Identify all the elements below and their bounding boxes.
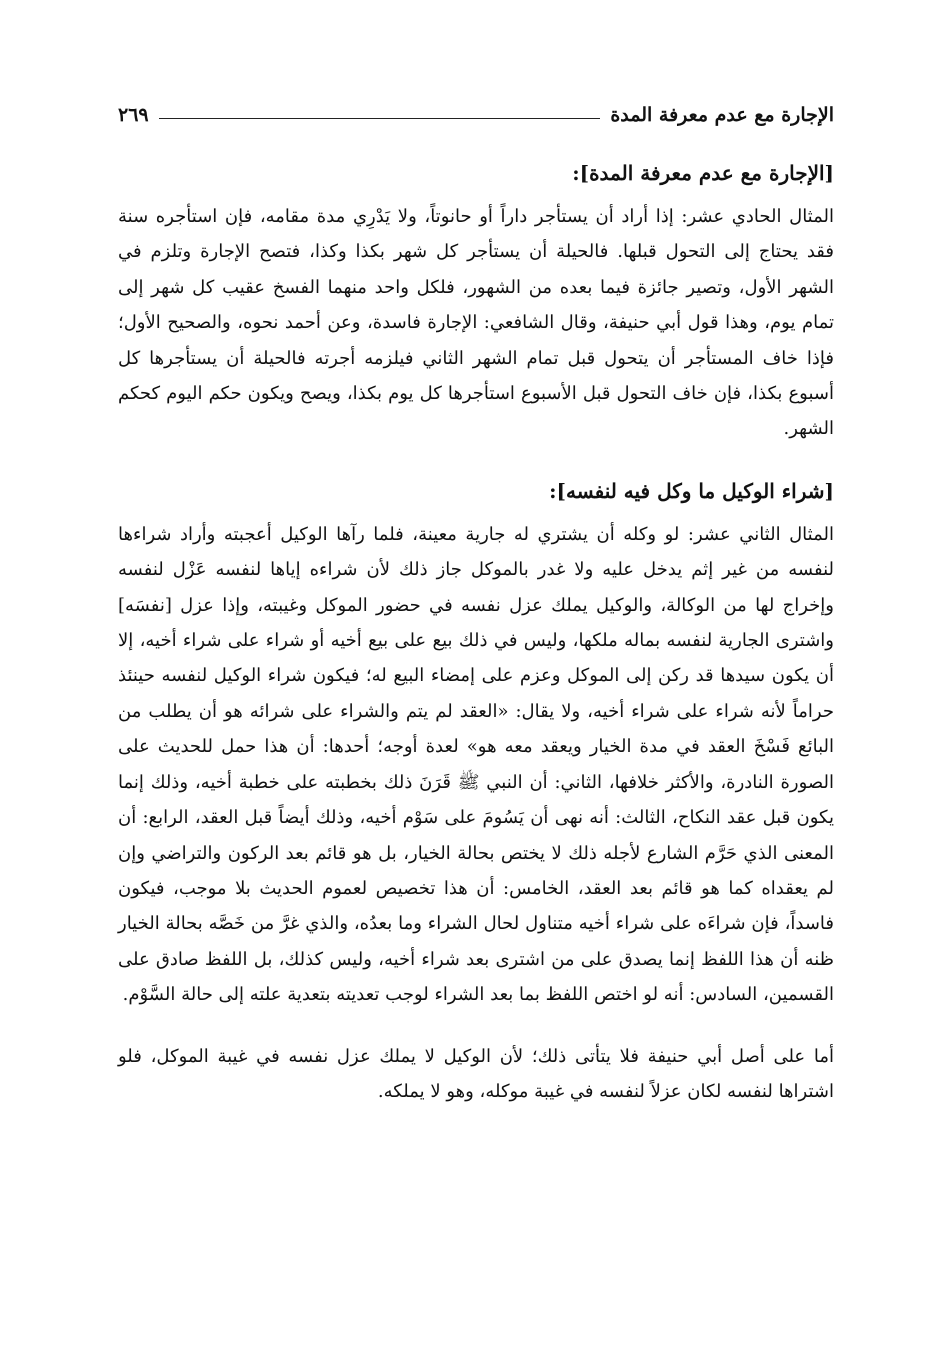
- paragraph-example-twelve: المثال الثاني عشر: لو وكله أن يشتري له جارية معينة، فلما رآها الوكيل أعجبته وأراد شراءها لنفسه من غير إثم يدخل عليه ولا غدر بالموكل جاز ذلك لأن شراءه إياها لنفسه عَزْل لنفسه وإخراج لها من الوكالة، والوكيل يملك عزل نفسه في حضور الموكل وغيبته، وإذا عزل [نفسَه] واشترى الجارية لنفسه بماله ملكها، وليس في ذلك بيع على بيع أخيه أو شراء على شراء أخيه، إلا أن يكون سيدها قد ركن إلى الموكل وعزم على إمضاء البيع له؛ فيكون شراء الوكيل لنفسه حينئذ حراماً لأنه شراء على شراء أخيه، ولا يقال: «العقد لم يتم والشراء على شرائه هو أن يطلب من البائع فَسْخَ العقد في مدة الخيار ويعقد معه هو» لعدة أوجه؛ أحدها: أن هذا حمل للحديث على الصورة النادرة، والأكثر خلافها، الثاني: أن النبي ﷺ قَرَنَ ذلك بخطبته على خطبة أخيه، وذلك إنما يكون قبل عقد النكاح، الثالث: أنه نهى أن يَسُومَ على سَوْم أخيه، وذلك أيضاً قبل العقد، الرابع: أن المعنى الذي حَرَّم الشارع لأجله ذلك لا يختص بحالة الخيار، بل هو قائم بعد الركون والتراضي وإن لم يعقداه كما هو قائم بعد العقد، الخامس: أن هذا تخصيص لعموم الحديث بلا موجب، فيكون فاسداً، فإن شراءَه على شراء أخيه متناول لحال الشراء وما بعدُه، والذي غرَّ من خَصَّه بحالة الخيار ظنه أن هذا اللفظ إنما يصدق على من اشترى بعد شراء أخيه، وليس كذلك، بل اللفظ صادق على القسمين، السادس: أنه لو اختص اللفظ بما بعد الشراء لوجب تعديته بتعدية علته إلى حالة السَّوْم.: [118, 523, 834, 1006]
- header-rule: [159, 118, 601, 119]
- page-number: ٢٦٩: [118, 104, 149, 126]
- section-heading-agent-purchase: [شراء الوكيل ما وكل فيه لنفسه]:: [549, 478, 834, 503]
- section-heading-ijara: [الإجارة مع عدم معرفة المدة]:: [572, 161, 834, 185]
- paragraph-closing: أما على أصل أبي حنيفة فلا يتأتى ذلك؛ لأن الوكيل لا يملك عزل نفسه في غيبة الموكل، فلو اشتراها لنفسه لكان عزلاً لنفسه في غيبة موكله، وهو لا يملكه.: [118, 1045, 834, 1102]
- book-page: [118, 95, 834, 1109]
- running-header: [118, 95, 834, 135]
- paragraph-example-eleven: المثال الحادي عشر: إذا أراد أن يستأجر داراً أو حانوتاً، ولا يَدْرِي مدة مقامه، فإن استأجره سنة فقد يحتاج إلى التحول قبلها. فالحيلة أن يستأجر كل شهر بكذا وكذا، فتصح الإجارة وتلزم في الشهر الأول، وتصير جائزة فيما بعده من الشهور، فلكل واحد منهما الفسخ عقيب كل شهر إلى تمام يوم، وهذا قول أبي حنيفة، وقال الشافعي: الإجارة فاسدة، وعن أحمد نحوه، والصحيح الأول؛ فإذا خاف المستأجر أن يتحول قبل تمام الشهر الثاني فيلزمه أجرته فالحيلة أن يستأجرها كل أسبوع بكذا، فإن خاف التحول قبل الأسبوع استأجرها كل يوم بكذا، ويصح ويكون حكم اليوم كحكم الشهر.: [118, 206, 834, 440]
- running-title: الإجارة مع عدم معرفة المدة: [610, 104, 834, 126]
